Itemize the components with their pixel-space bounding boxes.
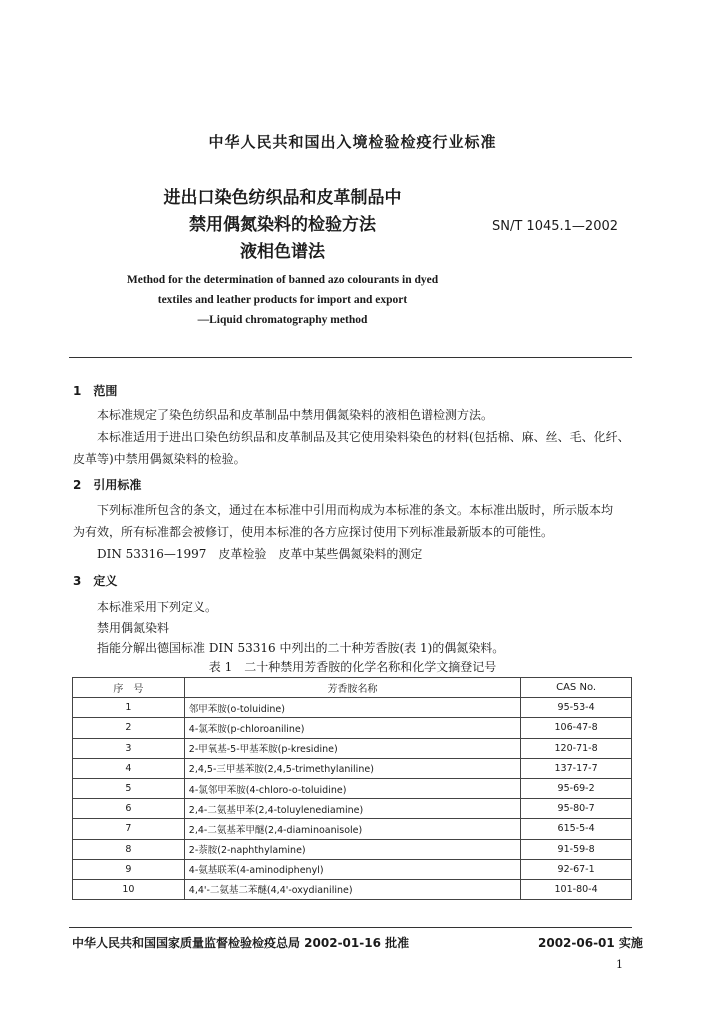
section-2-reference: DIN 53316—1997 皮革检验 皮革中某些偶氮染料的测定	[97, 547, 423, 561]
title-en-line-2: textiles and leather products for import and export	[157, 294, 408, 306]
section-1-para-2a: 本标准适用于进出口染色纺织品和皮革制品及其它使用染料染色的材料(包括棉、麻、丝、毛、化纤、	[97, 430, 630, 444]
table-header-row	[73, 678, 632, 698]
title-cn-line-2: 禁用偶氮染料的检验方法	[189, 215, 376, 235]
header-amine-name: 芳香胺名称	[184, 678, 520, 698]
header-seq: 序 号	[73, 678, 185, 698]
cell-cas-no: 137-17-7	[521, 758, 632, 778]
table-caption: 表 1 二十种禁用芳香胺的化学名称和化学文摘登记号	[208, 660, 497, 674]
header-divider	[69, 357, 632, 358]
cell-cas-no: 615-5-4	[521, 819, 632, 839]
title-cn-line-1: 进出口染色纺织品和皮革制品中	[163, 188, 402, 208]
cell-seq: 10	[73, 879, 185, 899]
table-row	[73, 819, 632, 839]
cell-amine-name: 4-氨基联苯(4-aminodiphenyl)	[184, 859, 520, 879]
cell-amine-name: 4-氯邻甲苯胺(4-chloro-o-toluidine)	[184, 778, 520, 798]
cell-cas-no: 95-80-7	[521, 799, 632, 819]
table-row	[73, 839, 632, 859]
banned-amines-table	[72, 677, 632, 900]
cell-seq: 1	[73, 698, 185, 718]
cell-seq: 6	[73, 799, 185, 819]
table-row	[73, 778, 632, 798]
cell-seq: 8	[73, 839, 185, 859]
title-en-line-3: —Liquid chromatography method	[197, 314, 368, 326]
cell-seq: 9	[73, 859, 185, 879]
cell-seq: 7	[73, 819, 185, 839]
cell-amine-name: 2-甲氧基-5-甲基苯胺(p-kresidine)	[184, 738, 520, 758]
section-3-heading: 3 定义	[73, 574, 118, 588]
table-row	[73, 799, 632, 819]
section-2-para-1a: 下列标准所包含的条文，通过在本标准中引用而构成为本标准的条文。本标准出版时，所示版本均	[97, 503, 614, 517]
table-row	[73, 698, 632, 718]
section-3-para-1: 本标准采用下列定义。	[97, 600, 218, 614]
cell-cas-no: 95-69-2	[521, 778, 632, 798]
cell-cas-no: 106-47-8	[521, 718, 632, 738]
cell-seq: 4	[73, 758, 185, 778]
header-cas-no: CAS No.	[521, 678, 632, 698]
cell-cas-no: 101-80-4	[521, 879, 632, 899]
section-2-para-1b: 为有效，所有标准都会被修订，使用本标准的各方应探讨使用下列标准最新版本的可能性。	[73, 525, 554, 539]
title-cn-line-3: 液相色谱法	[240, 242, 325, 262]
cell-cas-no: 120-71-8	[521, 738, 632, 758]
cell-cas-no: 92-67-1	[521, 859, 632, 879]
table-row	[73, 879, 632, 899]
cell-amine-name: 2,4-二氨基甲苯(2,4-toluylenediamine)	[184, 799, 520, 819]
title-en-line-1: Method for the determination of banned azo colourants in dyed	[126, 274, 439, 286]
industry-standard-title: 中华人民共和国出入境检验检疫行业标准	[208, 133, 497, 151]
cell-seq: 3	[73, 738, 185, 758]
cell-amine-name: 4-氯苯胺(p-chloroaniline)	[184, 718, 520, 738]
cell-amine-name: 2,4-二氨基苯甲醚(2,4-diaminoanisole)	[184, 819, 520, 839]
table-row	[73, 859, 632, 879]
table-row	[73, 758, 632, 778]
table-row	[73, 738, 632, 758]
cell-cas-no: 91-59-8	[521, 839, 632, 859]
section-1-para-1: 本标准规定了染色纺织品和皮革制品中禁用偶氮染料的液相色谱检测方法。	[97, 408, 494, 422]
page-number: 1	[616, 958, 623, 971]
cell-amine-name: 2-萘胺(2-naphthylamine)	[184, 839, 520, 859]
cell-amine-name: 4,4'-二氨基二苯醚(4,4'-oxydianiline)	[184, 879, 520, 899]
cell-seq: 5	[73, 778, 185, 798]
standard-number: SN/T 1045.1—2002	[492, 219, 619, 234]
footer-divider	[69, 927, 632, 928]
implementation-date: 2002-06-01 实施	[538, 936, 643, 950]
cell-cas-no: 95-53-4	[521, 698, 632, 718]
cell-amine-name: 2,4,5-三甲基苯胺(2,4,5-trimethylaniline)	[184, 758, 520, 778]
table-row	[73, 718, 632, 738]
cell-amine-name: 邻甲苯胺(o-toluidine)	[184, 698, 520, 718]
approval-line: 中华人民共和国国家质量监督检验检疫总局 2002-01-16 批准	[72, 936, 410, 950]
section-1-para-2b: 皮革等)中禁用偶氮染料的检验。	[73, 452, 246, 466]
cell-seq: 2	[73, 718, 185, 738]
section-2-heading: 2 引用标准	[73, 478, 142, 492]
section-1-heading: 1 范围	[73, 384, 118, 398]
section-3-term: 禁用偶氮染料	[97, 621, 170, 635]
section-3-definition: 指能分解出德国标准 DIN 53316 中列出的二十种芳香胺(表 1)的偶氮染料。	[97, 641, 505, 655]
